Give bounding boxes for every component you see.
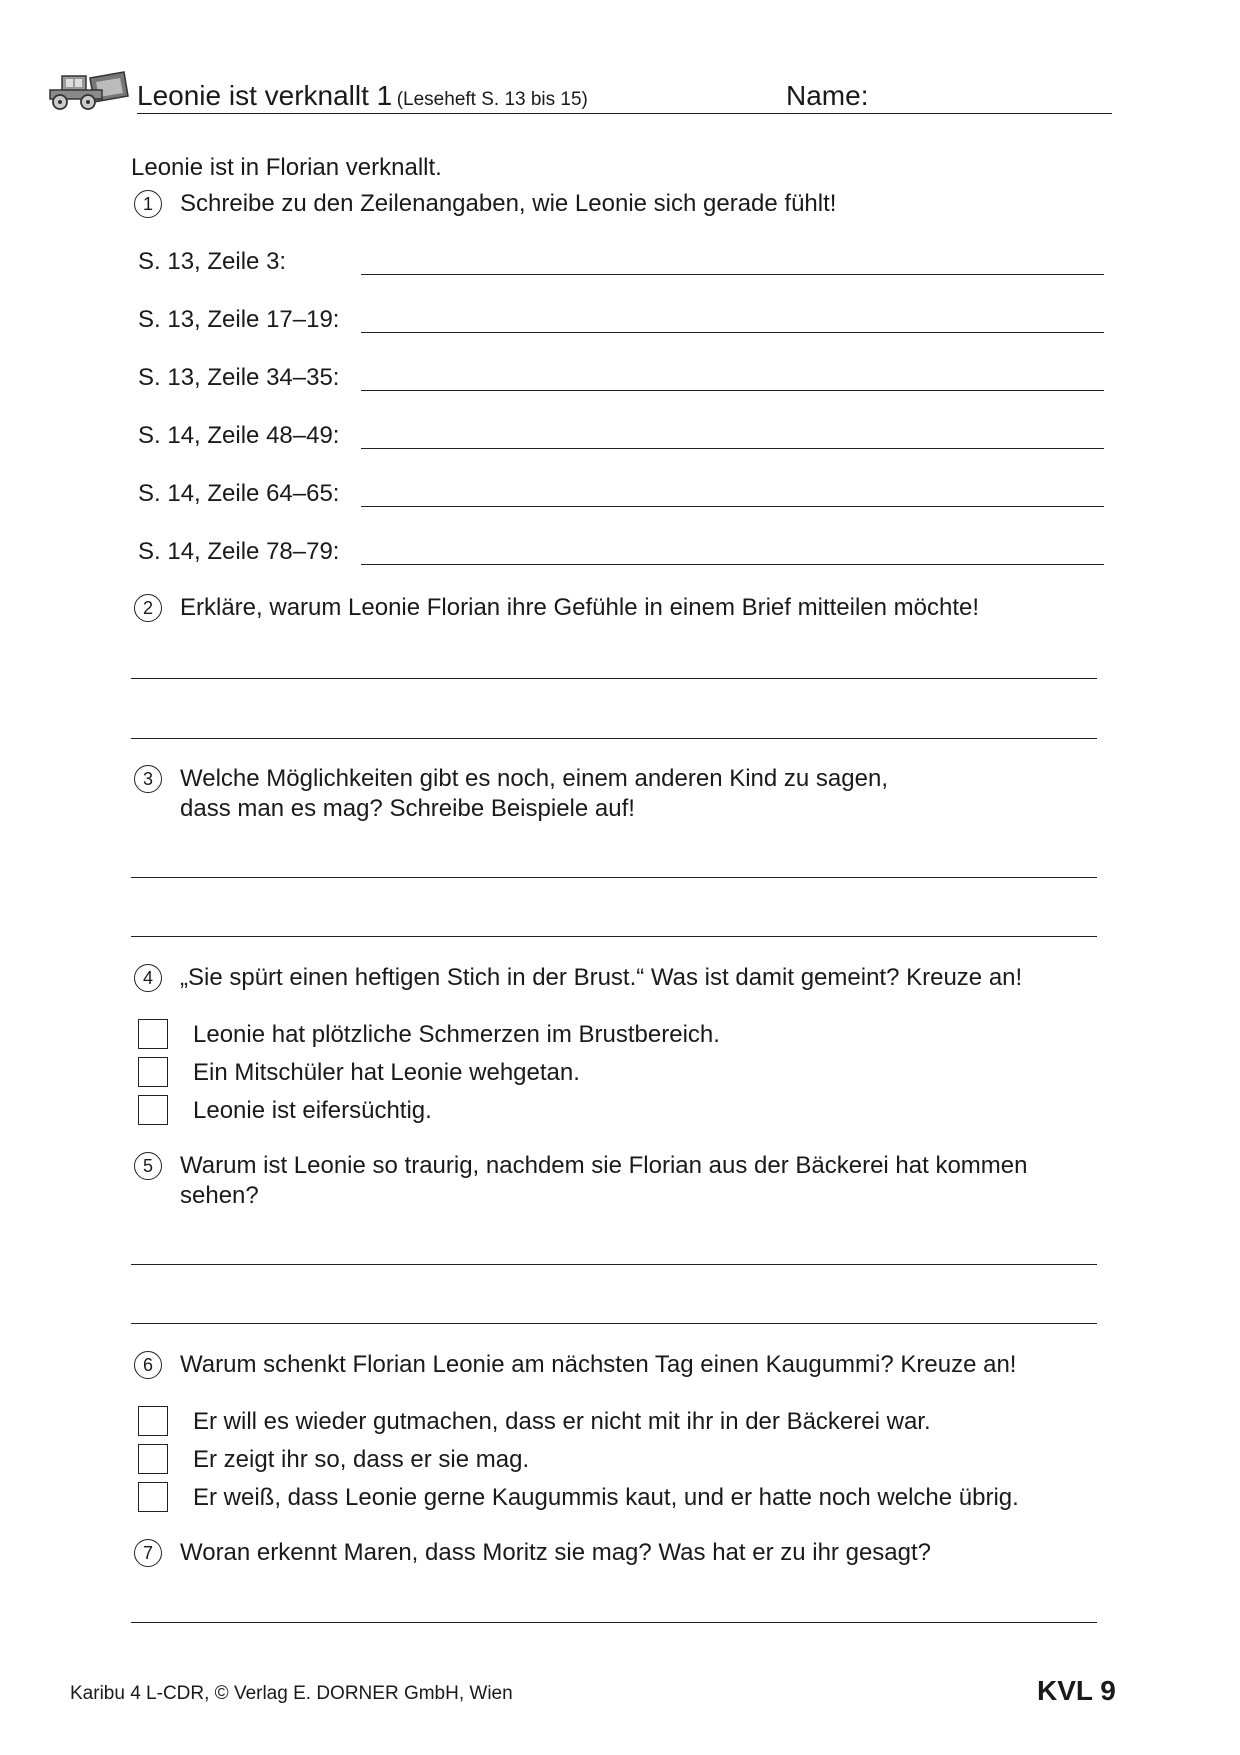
- question-number-4: 4: [134, 964, 162, 992]
- q4-option-label: Ein Mitschüler hat Leonie wehgetan.: [193, 1059, 580, 1086]
- q6-option-checkbox[interactable]: [138, 1406, 168, 1436]
- q2-answer-line[interactable]: [131, 738, 1097, 739]
- q1-row-label: S. 13, Zeile 3:: [138, 248, 287, 275]
- q4-option-checkbox[interactable]: [138, 1095, 168, 1125]
- question-2-text: Erkläre, warum Leonie Florian ihre Gefühle in einem Brief mitteilen möchte!: [180, 594, 980, 621]
- q1-row-label: S. 14, Zeile 78–79:: [138, 538, 340, 565]
- worksheet-reference: (Leseheft S. 13 bis 15): [396, 89, 588, 110]
- q1-answer-line[interactable]: [361, 274, 1104, 275]
- q1-row-label: S. 13, Zeile 34–35:: [138, 364, 340, 391]
- q1-row-label: S. 14, Zeile 64–65:: [138, 480, 340, 507]
- question-6-text: Warum schenkt Florian Leonie am nächsten Tag einen Kaugummi? Kreuze an!: [180, 1351, 1017, 1378]
- q3-answer-line[interactable]: [131, 877, 1097, 878]
- question-number-3: 3: [134, 765, 162, 793]
- q4-option-label: Leonie hat plötzliche Schmerzen im Brustbereich.: [193, 1021, 720, 1048]
- question-number-7: 7: [134, 1539, 162, 1567]
- q6-option-label: Er zeigt ihr so, dass er sie mag.: [193, 1446, 530, 1473]
- question-number-1: 1: [134, 190, 162, 218]
- q5-answer-line[interactable]: [131, 1323, 1097, 1324]
- worksheet-title: Leonie ist verknallt 1: [137, 80, 393, 111]
- q6-option-checkbox[interactable]: [138, 1482, 168, 1512]
- question-1-text: Schreibe zu den Zeilenangaben, wie Leonie sich gerade fühlt!: [180, 190, 837, 217]
- question-number-2: 2: [134, 594, 162, 622]
- q5-answer-line[interactable]: [131, 1264, 1097, 1265]
- name-label: Name:: [786, 80, 869, 111]
- q2-answer-line[interactable]: [131, 678, 1097, 679]
- question-number-5: 5: [134, 1152, 162, 1180]
- question-7-text: Woran erkennt Maren, dass Moritz sie mag? Was hat er zu ihr gesagt?: [180, 1539, 931, 1566]
- question-5-text-line-1: Warum ist Leonie so traurig, nachdem sie Florian aus der Bäckerei hat kommen: [180, 1152, 1028, 1179]
- q4-option-label: Leonie ist eifersüchtig.: [193, 1097, 432, 1124]
- q4-option-checkbox[interactable]: [138, 1019, 168, 1049]
- question-3-text-line-2: dass man es mag? Schreibe Beispiele auf!: [180, 795, 635, 822]
- footer-copyright: Karibu 4 L-CDR, © Verlag E. DORNER GmbH, Wien: [70, 1683, 513, 1704]
- intro-text: Leonie ist in Florian verknallt.: [131, 154, 442, 181]
- question-3-text-line-1: Welche Möglichkeiten gibt es noch, einem anderen Kind zu sagen,: [180, 765, 888, 792]
- q1-row-label: S. 13, Zeile 17–19:: [138, 306, 340, 333]
- footer-worksheet-code: KVL 9: [1037, 1675, 1116, 1706]
- q6-option-label: Er weiß, dass Leonie gerne Kaugummis kaut, und er hatte noch welche übrig.: [193, 1484, 1019, 1511]
- question-number-6: 6: [134, 1351, 162, 1379]
- q1-answer-line[interactable]: [361, 332, 1104, 333]
- q1-answer-line[interactable]: [361, 390, 1104, 391]
- header-underline: [137, 113, 1112, 114]
- page-header: [137, 80, 588, 112]
- q1-row-label: S. 14, Zeile 48–49:: [138, 422, 340, 449]
- question-4-text: „Sie spürt einen heftigen Stich in der Brust.“ Was ist damit gemeint? Kreuze an!: [180, 964, 1023, 991]
- q1-answer-line[interactable]: [361, 448, 1104, 449]
- question-5-text-line-2: sehen?: [180, 1182, 259, 1209]
- q4-option-checkbox[interactable]: [138, 1057, 168, 1087]
- q7-answer-line[interactable]: [131, 1622, 1097, 1623]
- q1-answer-line[interactable]: [361, 506, 1104, 507]
- q3-answer-line[interactable]: [131, 936, 1097, 937]
- q6-option-label: Er will es wieder gutmachen, dass er nicht mit ihr in der Bäckerei war.: [193, 1408, 931, 1435]
- vintage-car-and-book-icon: [44, 70, 130, 114]
- q1-answer-line[interactable]: [361, 564, 1104, 565]
- q6-option-checkbox[interactable]: [138, 1444, 168, 1474]
